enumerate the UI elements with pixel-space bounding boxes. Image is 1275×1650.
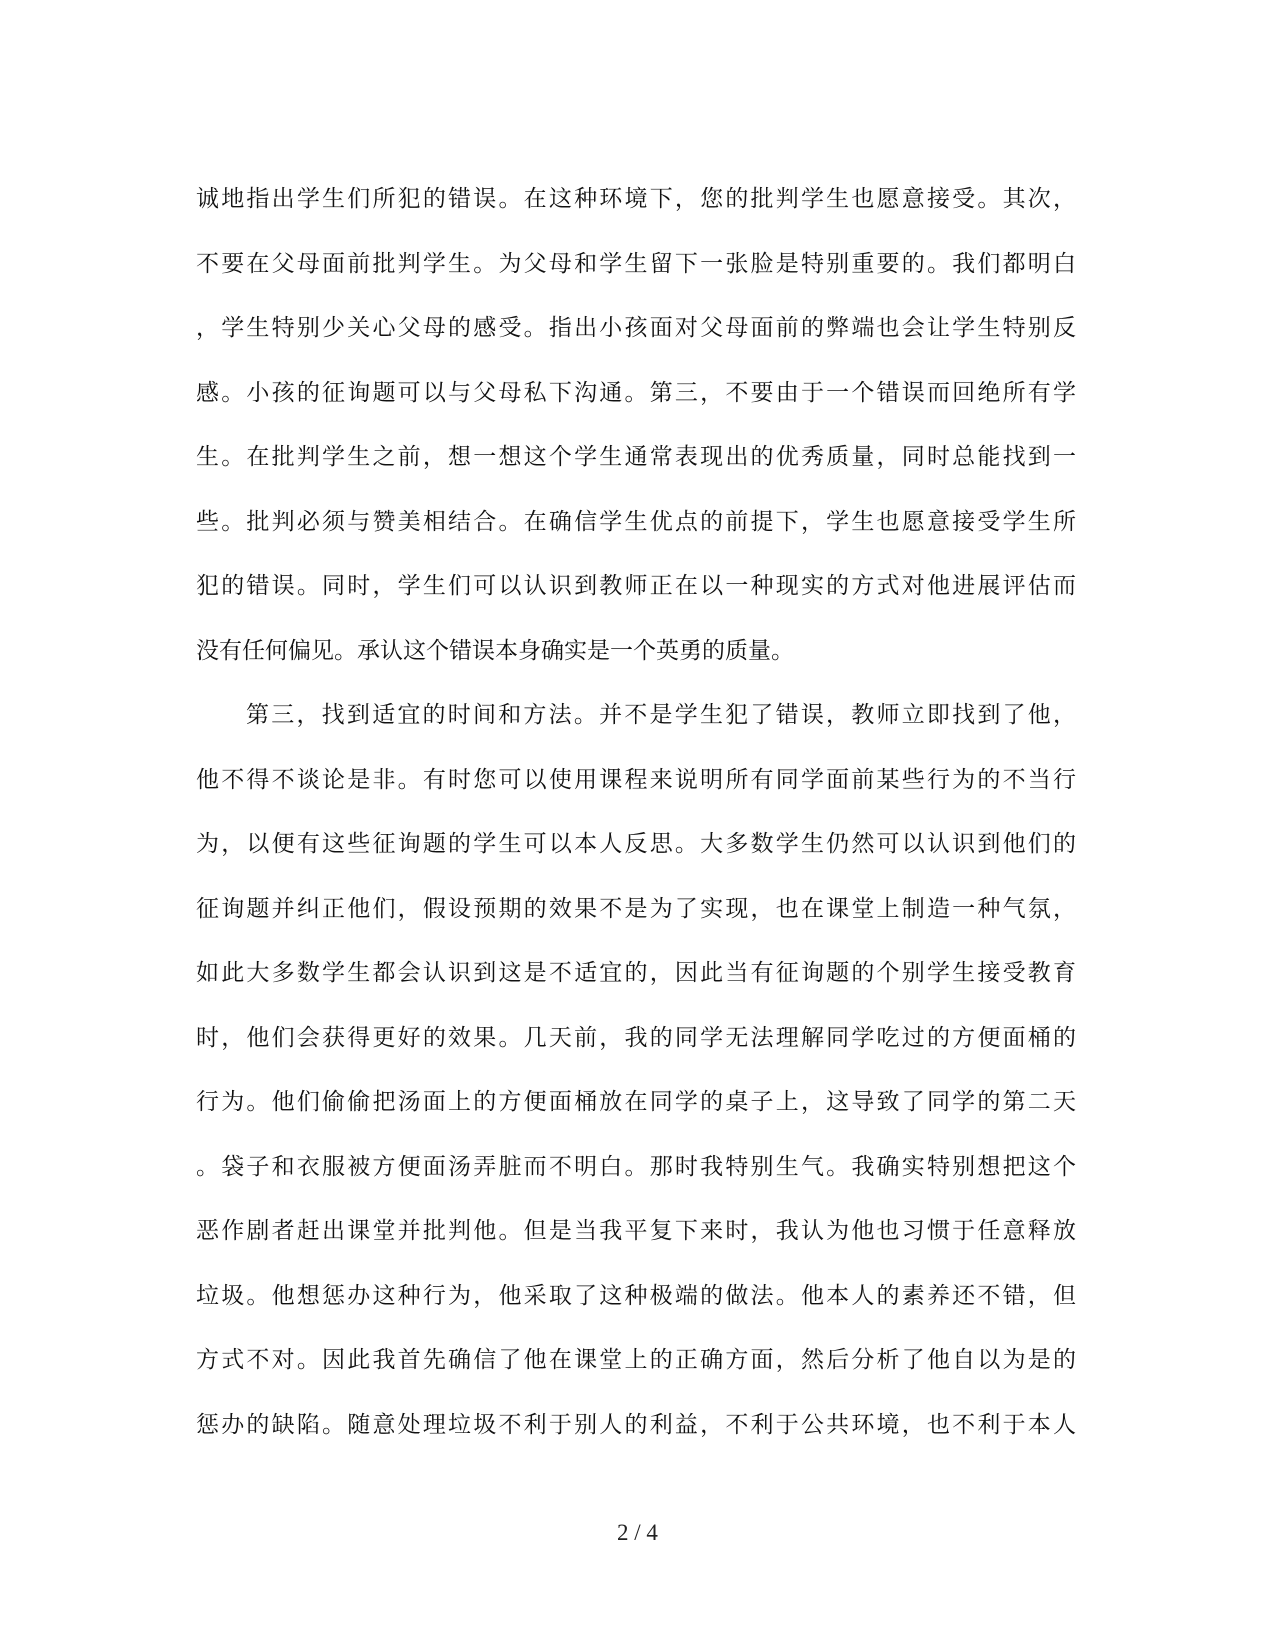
text-line: 没有任何偏见。承认这个错误本身确实是一个英勇的质量。 (196, 637, 794, 664)
text-line: 恶作剧者赶出课堂并批判他。但是当我平复下来时，我认为他也习惯于任意释放 (196, 1218, 1076, 1244)
text-line: 垃圾。他想惩办这种行为，他采取了这种极端的做法。他本人的素养还不错，但 (196, 1282, 1076, 1309)
paragraph-start-line: 第三，找到适宜的时间和方法。并不是学生犯了错误，教师立即找到了他， (246, 702, 1076, 728)
text-line: 行为。他们偷偷把汤面上的方便面桶放在同学的桌子上，这导致了同学的第二天 (196, 1089, 1076, 1115)
text-line: 犯的错误。同时，学生们可以认识到教师正在以一种现实的方式对他进展评估而 (196, 573, 1076, 599)
text-line: 如此大多数学生都会认识到这是不适宜的，因此当有征询题的个别学生接受教育 (196, 960, 1076, 986)
text-line: 些。批判必须与赞美相结合。在确信学生优点的前提下，学生也愿意接受学生所 (196, 508, 1076, 535)
text-line: 为，以便有这些征询题的学生可以本人反思。大多数学生仍然可以认识到他们的 (196, 831, 1076, 857)
text-line: 感。小孩的征询题可以与父母私下沟通。第三，不要由于一个错误而回绝所有学 (196, 379, 1076, 406)
text-line: ，学生特别少关心父母的感受。指出小孩面对父母面前的弊端也会让学生特别反 (196, 315, 1076, 341)
body-text (196, 167, 1076, 1457)
text-line: 征询题并纠正他们，假设预期的效果不是为了实现，也在课堂上制造一种气氛， (196, 895, 1076, 922)
text-line: 。袋子和衣服被方便面汤弄脏而不明白。那时我特别生气。我确实特别想把这个 (196, 1153, 1076, 1180)
page-number: 2 / 4 (617, 1520, 658, 1545)
text-line: 方式不对。因此我首先确信了他在课堂上的正确方面，然后分析了他自以为是的 (196, 1347, 1076, 1373)
text-line: 惩办的缺陷。随意处理垃圾不利于别人的利益，不利于公共环境，也不利于本人 (196, 1411, 1076, 1438)
text-line: 时，他们会获得更好的效果。几天前，我的同学无法理解同学吃过的方便面桶的 (196, 1024, 1076, 1051)
text-line: 诚地指出学生们所犯的错误。在这种环境下，您的批判学生也愿意接受。其次， (196, 186, 1076, 212)
text-line: 生。在批判学生之前，想一想这个学生通常表现出的优秀质量，同时总能找到一 (196, 444, 1076, 470)
text-line: 不要在父母面前批判学生。为父母和学生留下一张脸是特别重要的。我们都明白 (196, 250, 1076, 277)
text-line: 他不得不谈论是非。有时您可以使用课程来说明所有同学面前某些行为的不当行 (196, 766, 1076, 793)
